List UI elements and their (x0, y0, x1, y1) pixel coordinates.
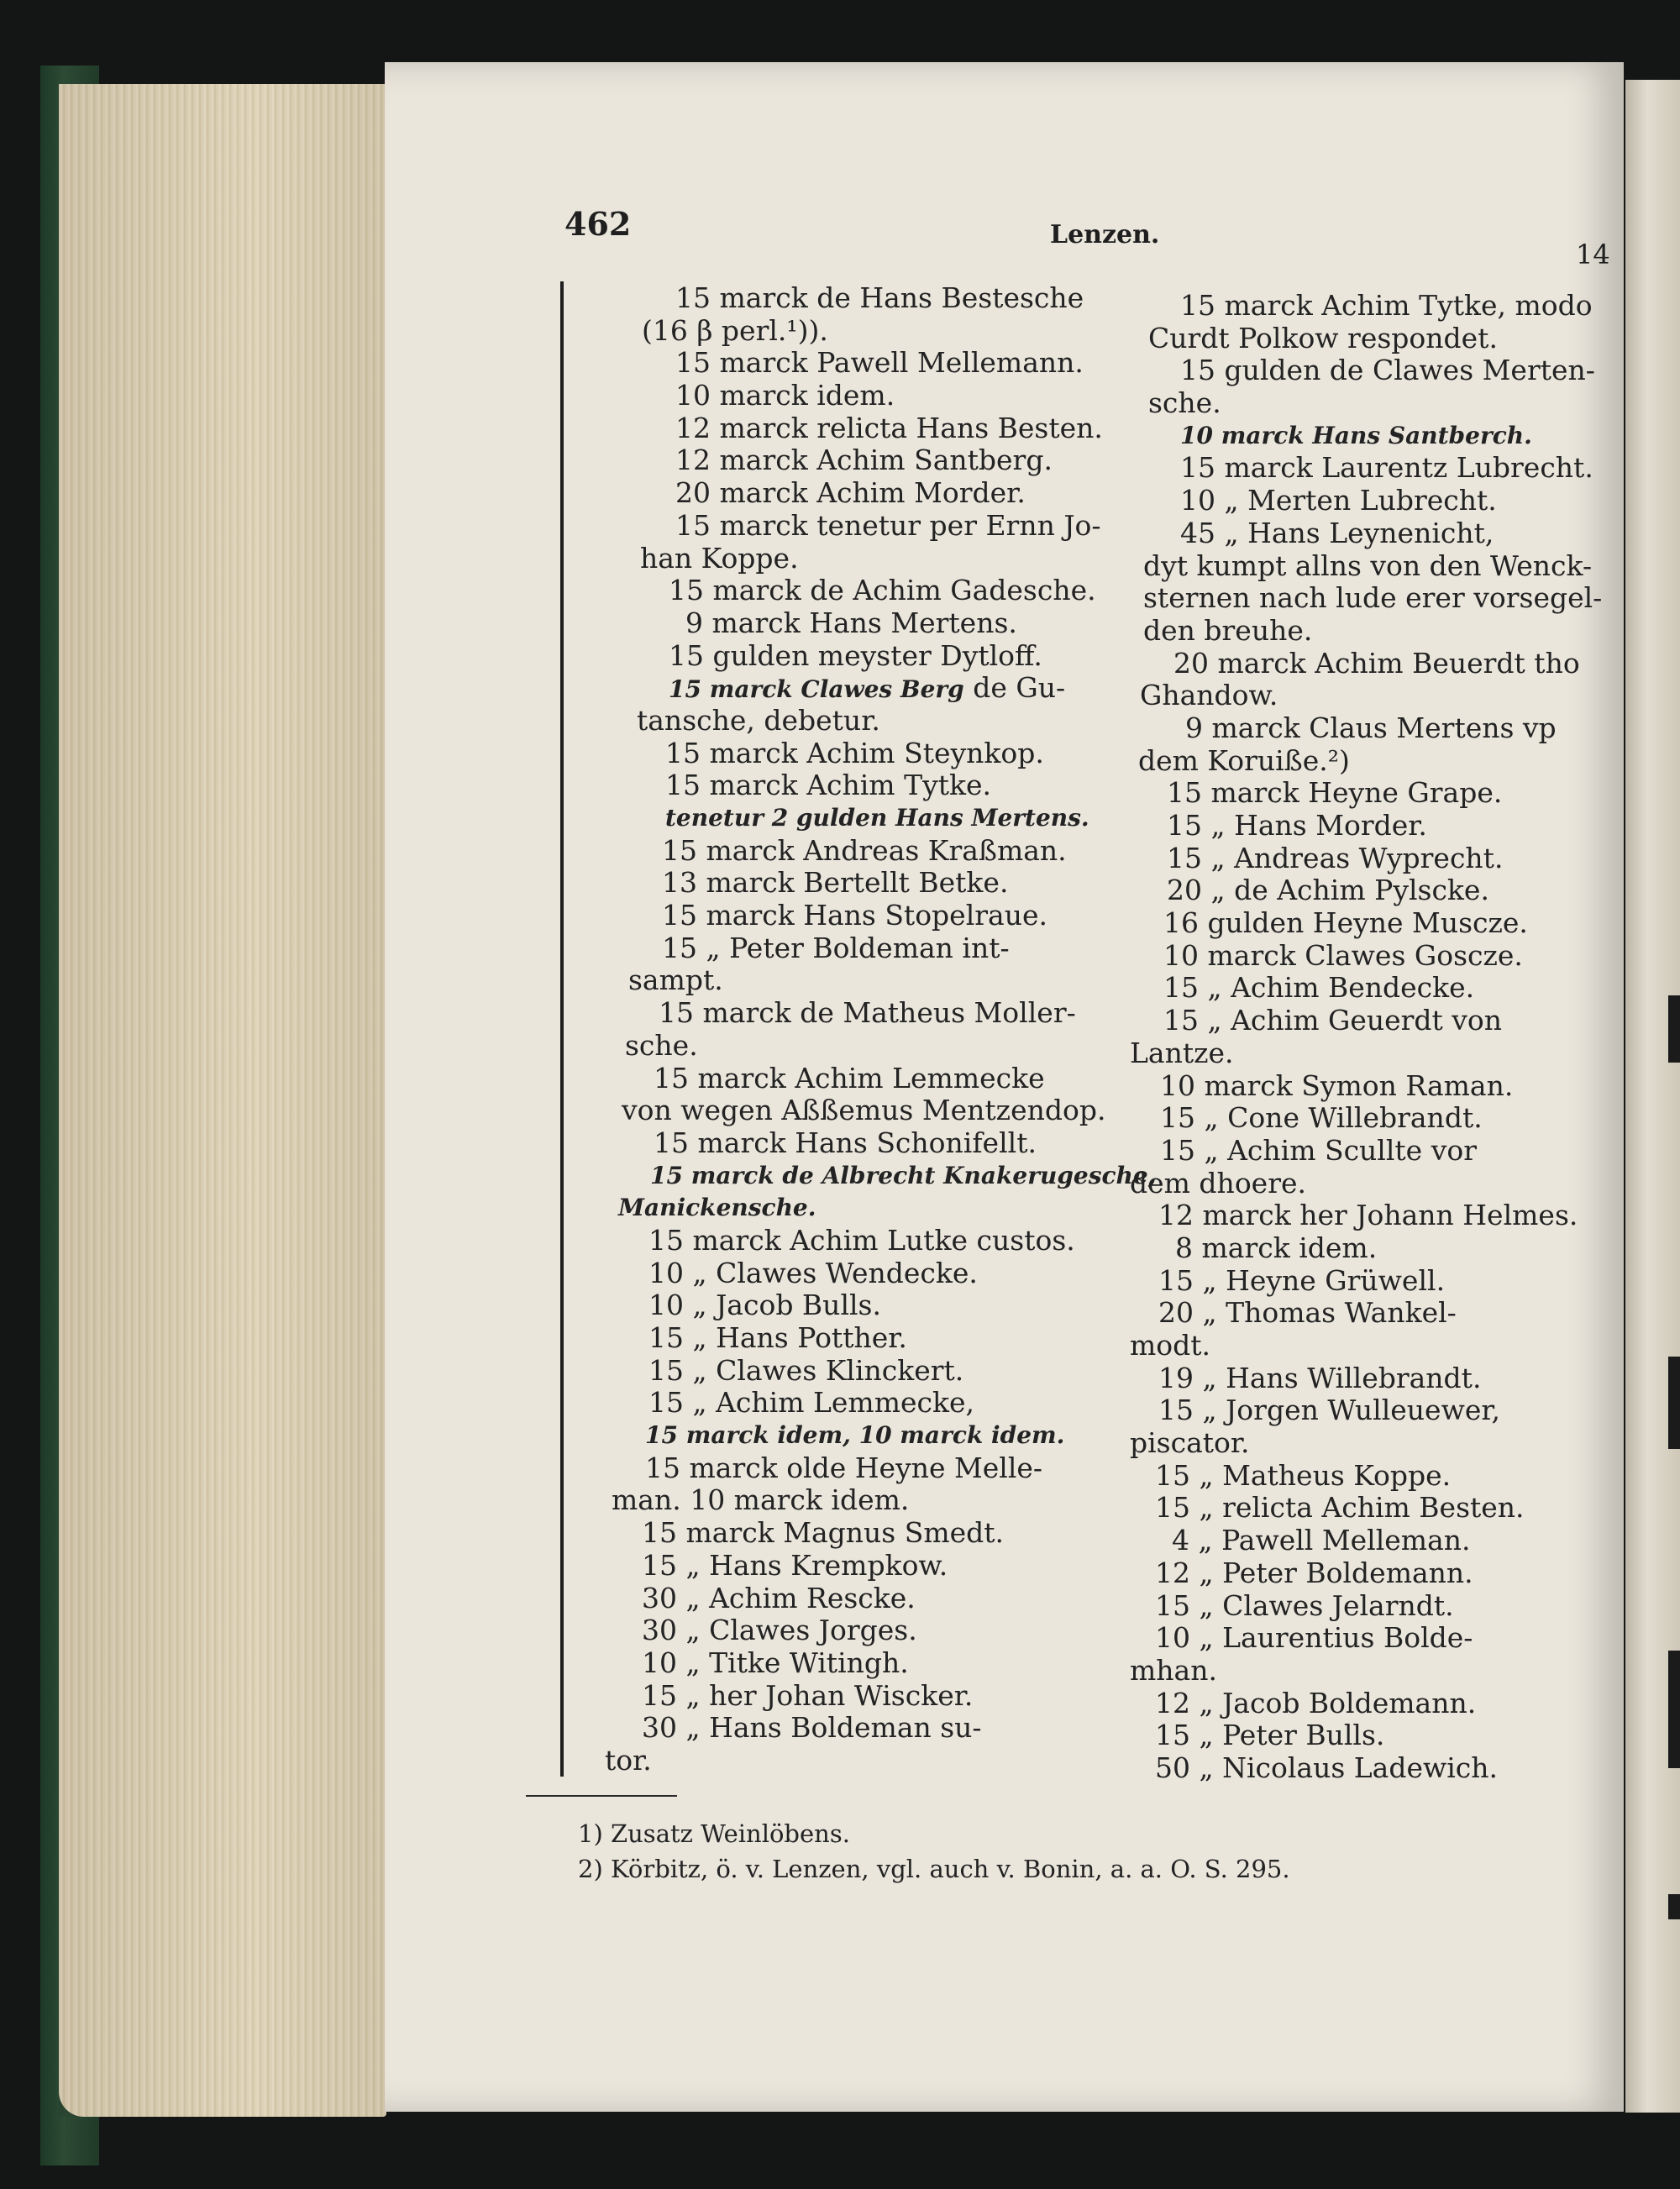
text-line: 10 „ Clawes Wendecke. (648, 1256, 978, 1289)
footnote-1: 1) Zusatz Weinlöbens. (578, 1819, 850, 1848)
right-column (1130, 289, 1603, 1785)
text-line: (16 β perl.¹)). (642, 313, 828, 347)
text-line: 30 „ Hans Boldeman su- (642, 1711, 982, 1745)
text-line: 4 „ Pawell Melleman. (1172, 1524, 1471, 1557)
text-line: 16 gulden Heyne Muscze. (1163, 906, 1528, 940)
page-block-edge (59, 84, 386, 2117)
running-title: Lenzen. (1050, 220, 1160, 249)
text-line: piscator. (1130, 1426, 1250, 1460)
text-line: 15 marck de Achim Gadesche. (669, 574, 1096, 607)
page-number: 462 (564, 205, 632, 243)
text-line: 15 „ Jorgen Wulleuewer, (1158, 1394, 1501, 1427)
text-line: 20 marck Achim Morder. (675, 476, 1026, 510)
text-line: 15 marck Clawes Berg de Gu- (669, 671, 1066, 705)
text-line: 20 „ Thomas Wankel- (1158, 1296, 1457, 1330)
text-line: 15 „ Achim Bendecke. (1163, 971, 1475, 1005)
text-line: 10 marck idem. (675, 379, 895, 412)
text-line: 30 „ Achim Rescke. (642, 1581, 916, 1614)
text-line: 15 „ relicta Achim Besten. (1155, 1491, 1525, 1525)
text-line: den breuhe. (1143, 613, 1313, 647)
text-line: 10 „ Jacob Bulls. (648, 1289, 881, 1322)
text-line: sche. (1148, 386, 1221, 420)
text-line: 15 gulden de Clawes Merten- (1180, 354, 1595, 387)
text-line: sternen nach lude erer vorsegel- (1143, 581, 1603, 615)
text-line: 15 marck Laurentz Lubrecht. (1180, 451, 1593, 485)
text-line: 15 „ Hans Krempkow. (642, 1548, 948, 1582)
text-line: 15 „ Achim Lemmecke, (648, 1386, 975, 1420)
text-line: 15 marck Achim Tytke, modo (1180, 289, 1593, 322)
text-line: Lantze. (1130, 1036, 1234, 1069)
text-line: 15 marck Achim Tytke. (665, 769, 992, 802)
text-line: 15 marck idem, 10 marck idem. (645, 1421, 1065, 1450)
text-line: tansche, debetur. (637, 703, 880, 737)
text-line: 20 marck Achim Beuerdt tho (1173, 646, 1580, 680)
text-line: 9 marck Hans Mertens. (685, 606, 1017, 639)
text-line: 15 marck Andreas Kraßman. (662, 833, 1067, 867)
text-line: man. 10 marck idem. (612, 1483, 910, 1517)
text-line: 15 „ her Johan Wiscker. (642, 1678, 974, 1712)
text-line: 10 „ Laurentius Bolde- (1155, 1621, 1473, 1655)
footnote-2: 2) Körbitz, ö. v. Lenzen, vgl. auch v. Bonin, a. a. O. S. 295. (578, 1855, 1290, 1883)
text-line: 15 „ Andreas Wyprecht. (1167, 841, 1504, 874)
text-line: 15 marck Hans Schonifellt. (654, 1126, 1037, 1159)
left-column (598, 281, 1157, 1777)
text-line: 30 „ Clawes Jorges. (642, 1614, 917, 1647)
text-line: sampt. (628, 963, 723, 997)
text-line: 10 „ Titke Witingh. (642, 1646, 909, 1679)
footnote-rule (526, 1795, 677, 1797)
text-line: dem dhoere. (1130, 1166, 1307, 1199)
text-line: 12 „ Jacob Boldemann. (1155, 1686, 1477, 1719)
text-line: 12 „ Peter Boldemann. (1155, 1556, 1473, 1589)
text-line: Curdt Polkow respondet. (1148, 321, 1498, 354)
text-line: 12 marck Achim Santberg. (675, 444, 1053, 477)
text-line: 15 marck Heyne Grape. (1167, 776, 1503, 810)
text-line: 15 marck Achim Lemmecke (654, 1061, 1045, 1094)
facing-page-edge (1625, 80, 1680, 2113)
text-line: 15 „ Hans Potther. (648, 1321, 907, 1354)
text-line: 15 marck Magnus Smedt. (642, 1516, 1005, 1550)
text-line: 12 marck relicta Hans Besten. (675, 411, 1103, 444)
facing-page-number: 14 (1576, 239, 1610, 270)
text-line: 20 „ de Achim Pylscke. (1167, 874, 1489, 907)
text-line: 15 gulden meyster Dytloff. (669, 638, 1042, 672)
text-line: 15 marck Pawell Mellemann. (675, 346, 1084, 380)
text-line: 10 marck Hans Santberch. (1180, 421, 1532, 449)
text-line: 15 „ Peter Bulls. (1155, 1719, 1385, 1752)
text-line: 10 marck Symon Raman. (1160, 1068, 1514, 1102)
text-line: mhan. (1130, 1653, 1217, 1687)
text-line: 15 marck tenetur per Ernn Jo- (675, 508, 1101, 542)
text-line: 19 „ Hans Willebrandt. (1158, 1361, 1482, 1394)
text-line: 13 marck Bertellt Betke. (662, 866, 1009, 900)
text-line: 15 „ Clawes Jelarndt. (1155, 1588, 1454, 1622)
text-line: 10 „ Merten Lubrecht. (1180, 484, 1497, 517)
text-line: 15 marck Achim Steynkop. (665, 736, 1044, 769)
text-line: 15 „ Hans Morder. (1167, 809, 1427, 842)
text-line: modt. (1130, 1329, 1211, 1362)
text-line: 10 marck Clawes Goscze. (1163, 938, 1523, 972)
text-line: 15 marck olde Heyne Melle- (645, 1451, 1043, 1484)
text-line: 50 „ Nicolaus Ladewich. (1155, 1751, 1499, 1784)
text-line: 15 marck de Hans Bestesche (675, 281, 1084, 314)
text-line: von wegen Aßßemus Mentzendop. (622, 1094, 1106, 1127)
text-line: 15 marck Hans Stopelraue. (662, 899, 1047, 932)
text-line: 15 marck de Matheus Moller- (659, 996, 1076, 1030)
text-line: 15 marck de Albrecht Knakerugesche, (650, 1161, 1157, 1189)
text-line: Manickensche. (618, 1194, 816, 1222)
text-line: sche. (625, 1028, 698, 1062)
text-line: 15 „ Matheus Koppe. (1155, 1458, 1452, 1492)
text-line: 15 „ Clawes Klinckert. (648, 1353, 964, 1387)
text-line: 8 marck idem. (1175, 1231, 1378, 1264)
text-line: 15 „ Achim Scullte vor (1160, 1133, 1477, 1167)
text-line: 15 marck Achim Lutke custos. (648, 1223, 1075, 1257)
text-line: 12 marck her Johann Helmes. (1158, 1199, 1578, 1232)
text-line: 15 „ Heyne Grüwell. (1158, 1263, 1446, 1297)
text-line: tor. (605, 1743, 652, 1777)
text-line: dyt kumpt allns von den Wenck- (1143, 549, 1593, 582)
text-line: Ghandow. (1140, 679, 1278, 712)
text-line: dem Koruiße.²) (1138, 743, 1350, 777)
text-line: 45 „ Hans Leynenicht, (1180, 516, 1494, 549)
text-line: tenetur 2 gulden Hans Mertens. (665, 804, 1089, 832)
text-line: 9 marck Claus Mertens vp (1185, 711, 1557, 744)
text-line: 15 „ Cone Willebrandt. (1160, 1101, 1483, 1135)
margin-rule (560, 281, 564, 1777)
text-line: 15 „ Achim Geuerdt von (1163, 1004, 1503, 1037)
text-line: han Koppe. (640, 541, 799, 575)
text-line: 15 „ Peter Boldeman int- (662, 931, 1010, 964)
